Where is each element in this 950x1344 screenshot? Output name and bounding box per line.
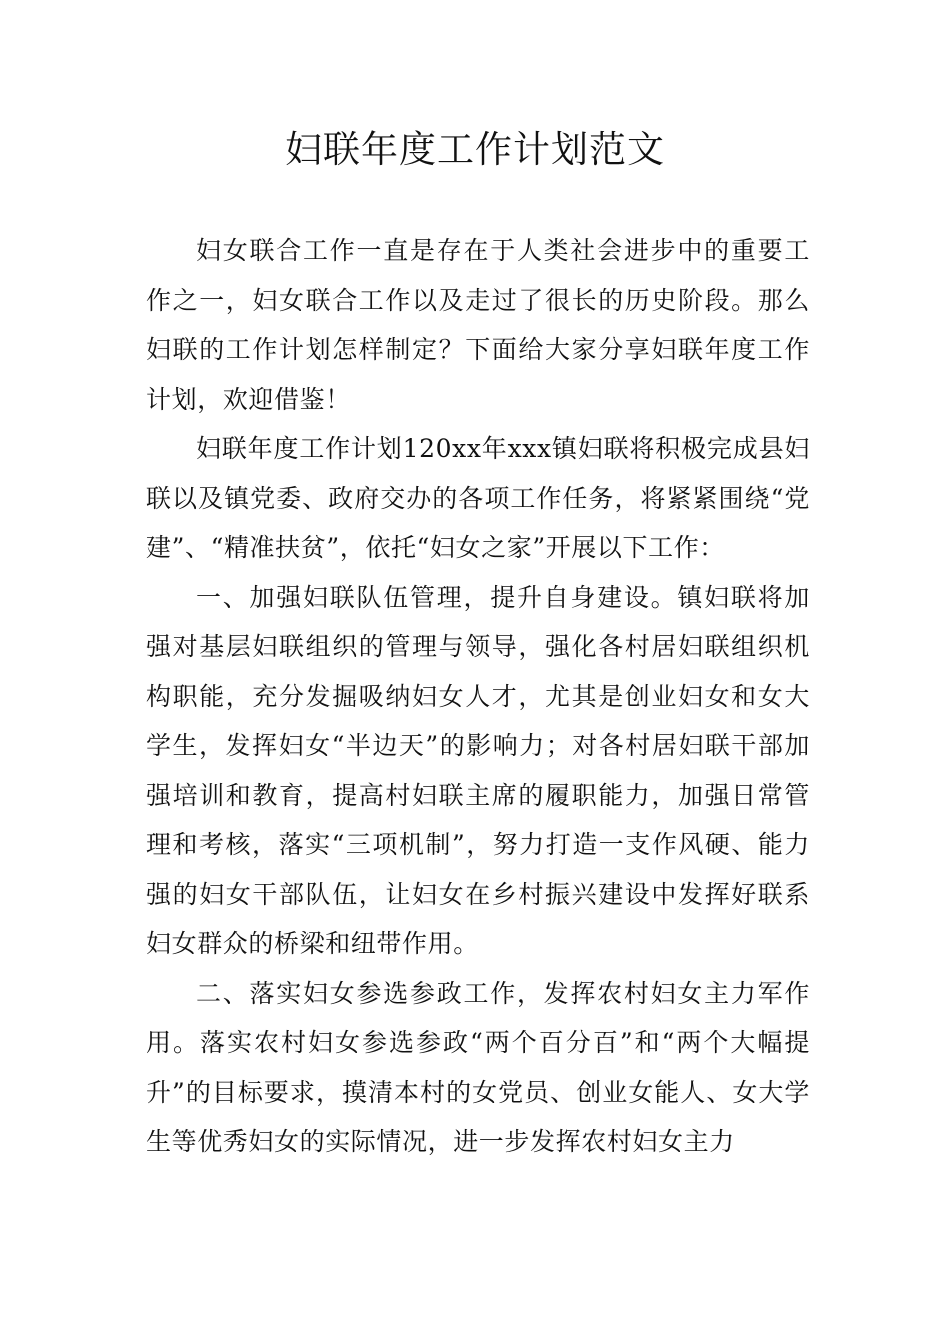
paragraph-plan-overview: 妇联年度工作计划120xx年xxx镇妇联将积极完成县妇联以及镇党委、政府交办的各项工作任务，将紧紧围绕“党建”、“精准扶贫”，依托“妇女之家”开展以下工作： [146, 434, 810, 562]
document-title: 妇联年度工作计划范文 [285, 128, 665, 171]
document-body [146, 226, 810, 1167]
paragraph-section-two: 二、落实妇女参选参政工作，发挥农村妇女主力军作用。落实农村妇女参选参政“两个百分百”和“两个大幅提升”的目标要求，摸清本村的女党员、创业女能人、女大学生等优秀妇女的实际情况，进一步发挥农村妇女主力 [146, 978, 810, 1156]
paragraph-intro: 妇女联合工作一直是存在于人类社会进步中的重要工作之一，妇女联合工作以及走过了很长的历史阶段。那么妇联的工作计划怎样制定？下面给大家分享妇联年度工作计划，欢迎借鉴！ [146, 236, 810, 414]
paragraph-section-one: 一、加强妇联队伍管理，提升自身建设。镇妇联将加强对基层妇联组织的管理与领导，强化各村居妇联组织机构职能，充分发掘吸纳妇女人才，尤其是创业妇女和女大学生，发挥妇女“半边天”的影响力；对各村居妇联干部加强培训和教育，提高村妇联主席的履职能力，加强日常管理和考核，落实“三项机制”，努力打造一支作风硬、能力强的妇女干部队伍，让妇女在乡村振兴建设中发挥好联系妇女群众的桥梁和纽带作用。 [146, 582, 810, 958]
